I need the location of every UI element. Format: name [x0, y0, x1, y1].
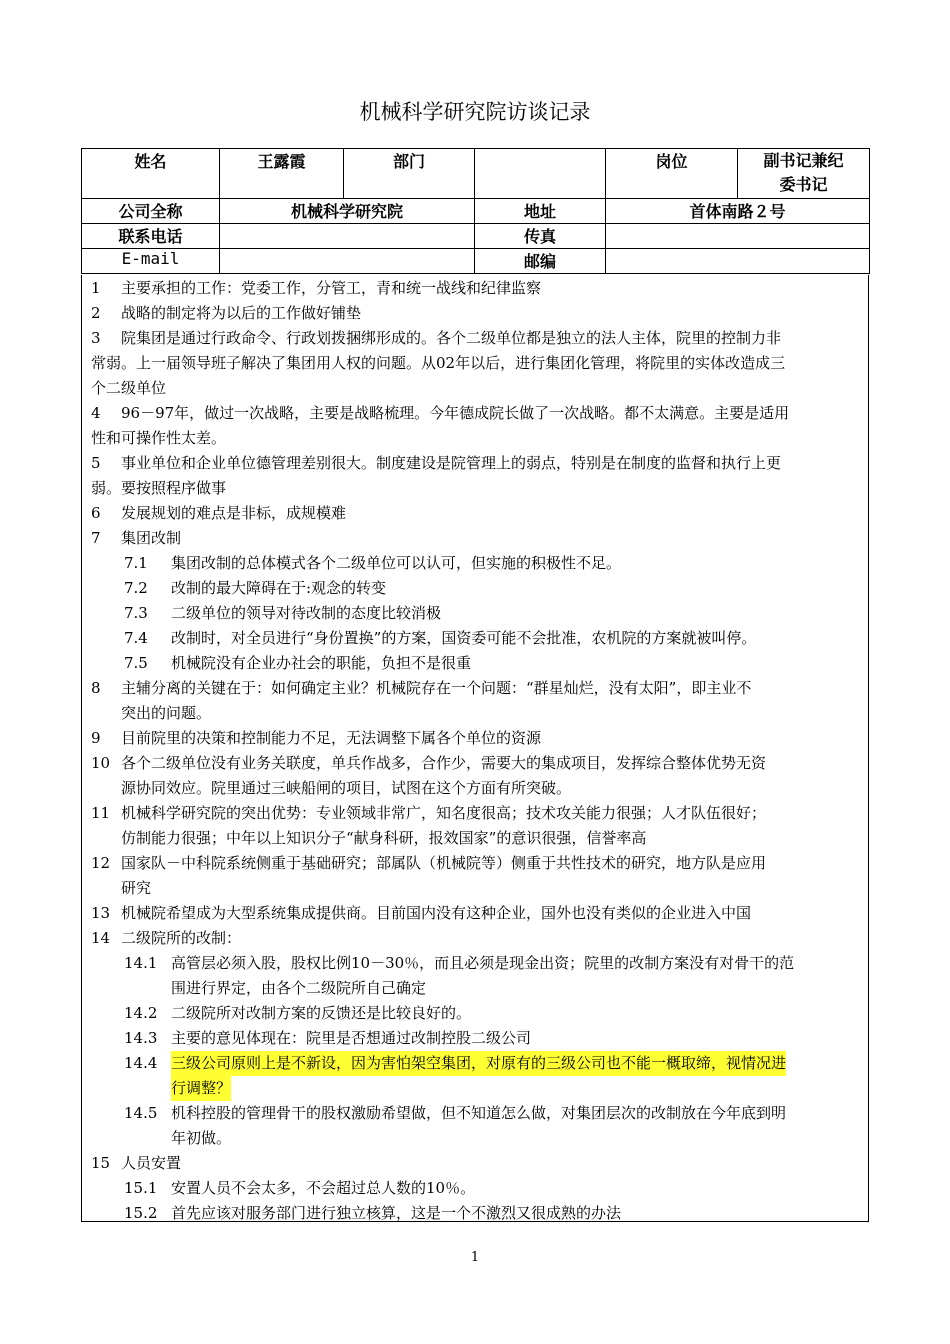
position-value-line1: 副书记兼纪 — [763, 151, 844, 170]
zip-value — [606, 249, 870, 274]
position-value — [738, 149, 870, 199]
highlighted-text: 行调整？ — [171, 1076, 231, 1101]
page-title: 机械科学研究院访谈记录 — [359, 100, 591, 124]
dept-label: 部门 — [344, 149, 475, 199]
email-value — [220, 249, 475, 274]
name-label: 姓名 — [82, 149, 220, 199]
interview-notes: 1 主要承担的工作：党委工作，分管工，青和统一战线和纪律监察 2 战略的制定将为以后的工作做好铺垫 3 院集团是通过行政命令、行政划拨捆绑形成的。各个二级单位都是独立的法人主体，院里的控制力非 常弱。上一届领导班子解决了集团用人权的问题。从02年以后，进行集团化管理，将院里的实体改造成三 个二级单位 4 96－97年，做过一次战略，主要是战略梳理。今年德成院长做了一次战略。都不太满意。主要是适用 性和可操作性太差。 5 事业单位和企业单位德管理差别很大。制度建设是院管理上的弱点，特别是在制度的监督和执行上更 弱。要按照程序做事 6 发展规划的难点是非标，成规模难 7 集团改制 7.1 集团改制的总体模式各个二级单位可以认可，但实施的积极性不足。 7.2 改制的最大障碍在于:观念的转变 7.3 二级单位的领导对待改制的态度比较消极 7.4 改制时，对全员进行“身份置换”的方案，国资委可能不会批准，农机院的方案就被叫停。 7.5 机械院没有企业办社会的职能，负担不是很重 8 主辅分离的关键在于：如何确定主业？机械院存在一个问题：“群星灿烂，没有太阳”，即主业不 突出的问题。 9 目前院里的决策和控制能力不足，无法调整下属各个单位的资源 10 各个二级单位没有业务关联度，单兵作战多，合作少，需要大的集成项目，发挥综合整体优势无资 源协同效应。院里通过三峡船闸的项目，试图在这个方面有所突破。 11 机械科学研究院的突出优势：专业领域非常广，知名度很高；技术攻关能力很强；人才队伍很好； 仿制能力很强；中年以上知识分子“献身科研，报效国家”的意识很强，信誉率高 12 国家队－中科院系统侧重于基础研究；部属队（机械院等）侧重于共性技术的研究，地方队是应用 研究 13 机械院希望成为大型系统集成提供商。目前国内没有这种企业，国外也没有类似的企业进入中国 14 二级院所的改制： 14.1 高管层必须入股，股权比例10－30％，而且必须是现金出资；院里的改制方案没有对骨干的范 围进行界定，由各个二级院所自己确定 14.2 二级院所对改制方案的反馈还是比较良好的。 14.3 主要的意见体现在：院里是否想通过改制控股二级公司 14.4 三级公司原则上是不新设，因为害怕架空集团，对原有的三级公司也不能一概取缔，视情况进 行调整？ 14.5 机科控股的管理骨干的股权激励希望做，但不知道怎么做，对集团层次的改制放在今年底到明 年初做。 15 人员安置 15.1 安置人员不会太多，不会超过总人数的10％。 15.2 首先应该对服务部门进行独立核算，这是一个不激烈又很成熟的办法 — [81, 275, 869, 1222]
address-value: 首体南路２号 — [606, 199, 870, 224]
dept-value — [475, 149, 606, 199]
fax-value — [606, 224, 870, 249]
name-value: 王露霞 — [220, 149, 344, 199]
highlighted-text: 三级公司原则上是不新设，因为害怕架空集团，对原有的三级公司也不能一概取缔，视情况进 — [171, 1051, 786, 1076]
position-label: 岗位 — [606, 149, 738, 199]
company-label: 公司全称 — [82, 199, 220, 224]
phone-label: 联系电话 — [82, 224, 220, 249]
position-value-line2: 委书记 — [779, 175, 828, 194]
info-table — [81, 148, 870, 274]
page-number: 1 — [470, 1250, 480, 1265]
company-value: 机械科学研究院 — [220, 199, 475, 224]
fax-label: 传真 — [475, 224, 606, 249]
email-label: E-mail — [82, 249, 220, 274]
zip-label: 邮编 — [475, 249, 606, 274]
address-label: 地址 — [475, 199, 606, 224]
phone-value — [220, 224, 475, 249]
